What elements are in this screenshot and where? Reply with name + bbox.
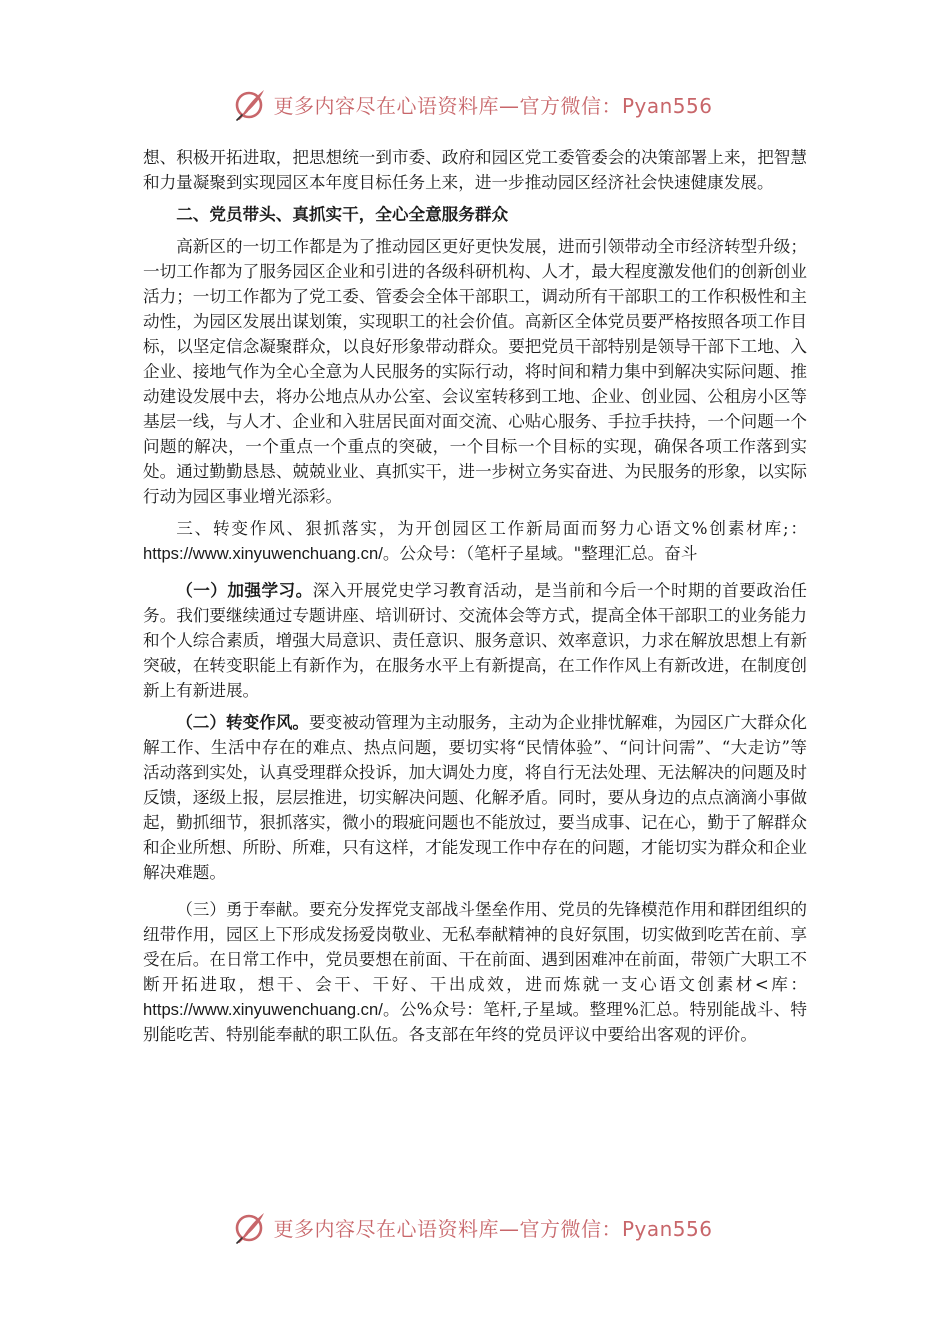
banner-text: 更多内容尽在心语资料库—官方微信：Pyan556: [273, 93, 713, 118]
heading-3-text-a: 三、转变作风、狠抓落实，为开创园区工作新局面而努力心语文%创素材库;：: [176, 519, 807, 538]
subsection-3-text-a: （三）勇于奉献。要充分发挥党支部战斗堡垒作用、党员的先锋模范作用和群团组织的纽带作用，园区上下形成发扬爱岗敬业、无私奉献精神的良好氛围，切实做到吃苦在前、享受在后。在日常工作中，党员要想在前面、干在前面、遇到困难冲在前面，带领广大职工不断开拓进取，想干、会干、干好、干出成效，进而炼就一支心语文创素材<库：: [143, 900, 807, 994]
subsection-1: [143, 578, 807, 703]
subsection-2-text: 要变被动管理为主动服务，主动为企业排忧解难，为园区广大群众化解工作、生活中存在的难点、热点问题，要切实将“民情体验”、“问计问需”、“大走访”等活动落到实处，认真受理群众投诉，加大调处力度，将自行无法处理、无法解决的问题及时反馈，逐级上报，层层推进，切实解决问题、化解矛盾。同时，要从身边的点点滴滴小事做起，勤抓细节，狠抓落实，微小的瑕疵问题也不能放过，要当成事、记在心，勤于了解群众和企业所想、所盼、所难，只有这样，才能发现工作中存在的问题，才能切实为群众和企业解决难题。: [143, 713, 808, 882]
subsection-1-title: （一）加强学习。: [176, 580, 313, 600]
quill-pen-logo-icon: [233, 1210, 267, 1244]
subsection-2-title: （二）转变作风。: [176, 712, 309, 732]
subsection-3-url: https://www.xinyuwenchuang.cn/: [143, 1000, 383, 1019]
paragraph-2: 高新区的一切工作都是为了推动园区更好更快发展，进而引领带动全市经济转型升级；一切工作都为了服务园区企业和引进的各级科研机构、人才，最大程度激发他们的创新创业活力；一切工作都为了党工委、管委会全体干部职工，调动所有干部职工的工作积极性和主动性，为园区发展出谋划策，实现职工的社会价值。高新区全体党员要严格按照各项工作目标，以坚定信念凝聚群众，以良好形象带动群众。要把党员干部特别是领导干部下工地、入企业、接地气作为全心全意为人民服务的实际行动，将时间和精力集中到解决实际问题、推动建设发展中去，将办公地点从办公室、会议室转移到工地、企业、创业园、公租房小区等基层一线，与人才、企业和入驻居民面对面交流、心贴心服务、手拉手扶持，一个问题一个问题的解决，一个重点一个重点的突破，一个目标一个目标的实现，确保各项工作落到实处。通过勤勤恳恳、兢兢业业、真抓实干，进一步树立务实奋进、为民服务的形象，以实际行动为园区事业增光添彩。: [143, 237, 807, 506]
subsection-1-text: 深入开展党史学习教育活动，是当前和今后一个时期的首要政治任务。我们要继续通过专题讲座、培训研讨、交流体会等方式，提高全体干部职工的业务能力和个人综合素质，增强大局意识、责任意识、服务意识、效率意识，力求在解放思想上有新突破，在转变职能上有新作为，在服务水平上有新提高，在工作作风上有新改进，在制度创新上有新进展。: [143, 581, 808, 700]
footer-banner: [0, 1207, 950, 1247]
footer-banner-inner: [233, 1210, 712, 1244]
heading-3-url: https://www.xinyuwenchuang.cn/: [143, 544, 383, 563]
section-heading-3: [143, 516, 807, 566]
banner-text: 更多内容尽在心语资料库—官方微信：Pyan556: [273, 1216, 713, 1241]
subsection-3-text-b: 。公%众号：笔杆,子星域。整理%汇总。特别能战斗、特别能吃苦、特别能奉献的职工队伍。各支部在年终的党员评议中要给出客观的评价。: [143, 1000, 807, 1044]
header-banner-inner: [233, 87, 712, 121]
heading-3-text-b: 。公众号：（笔杆子星域。"整理汇总。奋斗: [382, 544, 698, 563]
paragraph-1: 想、积极开拓进取，把思想统一到市委、政府和园区党工委管委会的决策部署上来，把智慧和力量凝聚到实现园区本年度目标任务上来，进一步推动园区经济社会快速健康发展。: [143, 148, 807, 192]
section-heading-2: 二、党员带头、真抓实干，全心全意服务群众: [176, 204, 509, 224]
document-body: [143, 145, 807, 1047]
subsection-3: [143, 897, 807, 1047]
subsection-2: [143, 710, 807, 885]
header-banner: [0, 84, 950, 124]
quill-pen-logo-icon: [233, 87, 267, 121]
